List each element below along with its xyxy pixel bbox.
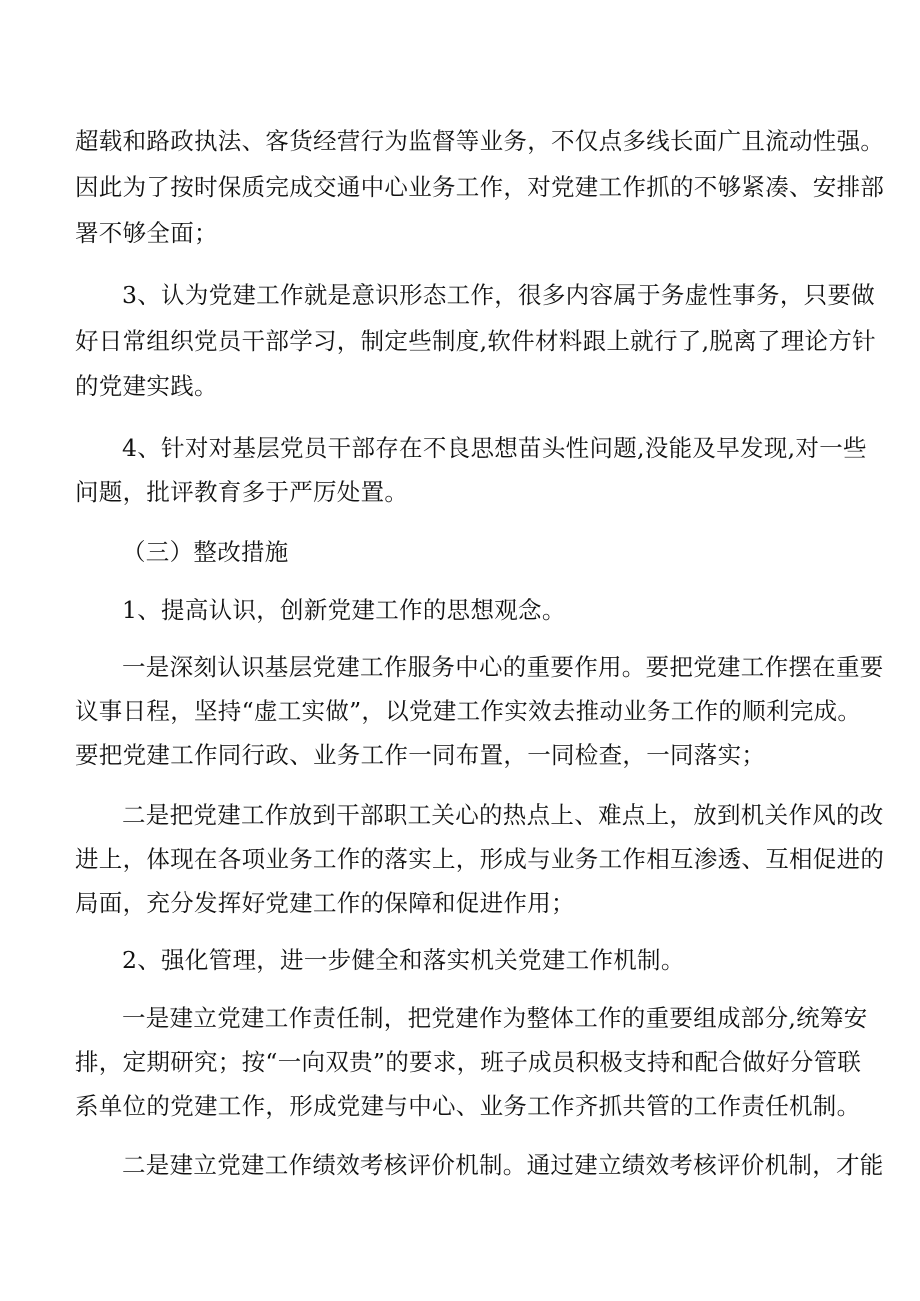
text-line: 因此为了按时保质完成交通中心业务工作，对党建工作抓的不够紧凑、安排部: [75, 173, 885, 201]
text-line: 二是把党建工作放到干部职工关心的热点上、难点上，放到机关作风的改: [122, 801, 884, 829]
text-line: 3、认为党建工作就是意识形态工作，很多内容属于务虚性事务，只要做: [122, 281, 876, 309]
text-line: 一是深刻认识基层党建工作服务中心的重要作用。要把党建工作摆在重要: [122, 653, 884, 681]
text-line: 二是建立党建工作绩效考核评价机制。通过建立绩效考核评价机制，才能: [122, 1151, 884, 1179]
text-line: 一是建立党建工作责任制，把党建作为整体工作的重要组成部分,统筹安: [122, 1004, 868, 1032]
text-line: 1、提高认识，创新党建工作的思想观念。: [122, 596, 566, 624]
text-line: 要把党建工作同行政、业务工作一同布置，一同检查，一同落实；: [75, 741, 766, 769]
text-line: 问题，批评教育多于严厉处置。: [75, 478, 409, 506]
text-line: 议事日程，坚持“虚工实做”，以党建工作实效去推动业务工作的顺利完成。: [75, 697, 862, 725]
section-heading: （三）整改措施: [122, 538, 289, 566]
text-line: 系单位的党建工作，形成党建与中心、业务工作齐抓共管的工作责任机制。: [75, 1092, 861, 1120]
text-line: 2、强化管理，进一步健全和落实机关党建工作机制。: [122, 946, 685, 974]
text-line: 超载和路政执法、客货经营行为监督等业务，不仅点多线长面广且流动性强。: [75, 127, 885, 155]
text-line: 的党建实践。: [75, 372, 218, 400]
text-line: 署不够全面；: [75, 219, 218, 247]
text-line: 排，定期研究；按“一向双贵”的要求，班子成员积极支持和配合做好分管联: [75, 1048, 862, 1076]
text-line: 进上，体现在各项业务工作的落实上，形成与业务工作相互渗透、互相促进的: [75, 845, 885, 873]
text-line: 4、针对对基层党员干部存在不良思想苗头性问题,没能及早发现,对一些: [122, 434, 867, 462]
text-line: 局面，充分发挥好党建工作的保障和促进作用；: [75, 889, 575, 917]
text-line: 好日常组织党员干部学习，制定些制度,软件材料跟上就行了,脱离了理论方针: [75, 327, 876, 355]
